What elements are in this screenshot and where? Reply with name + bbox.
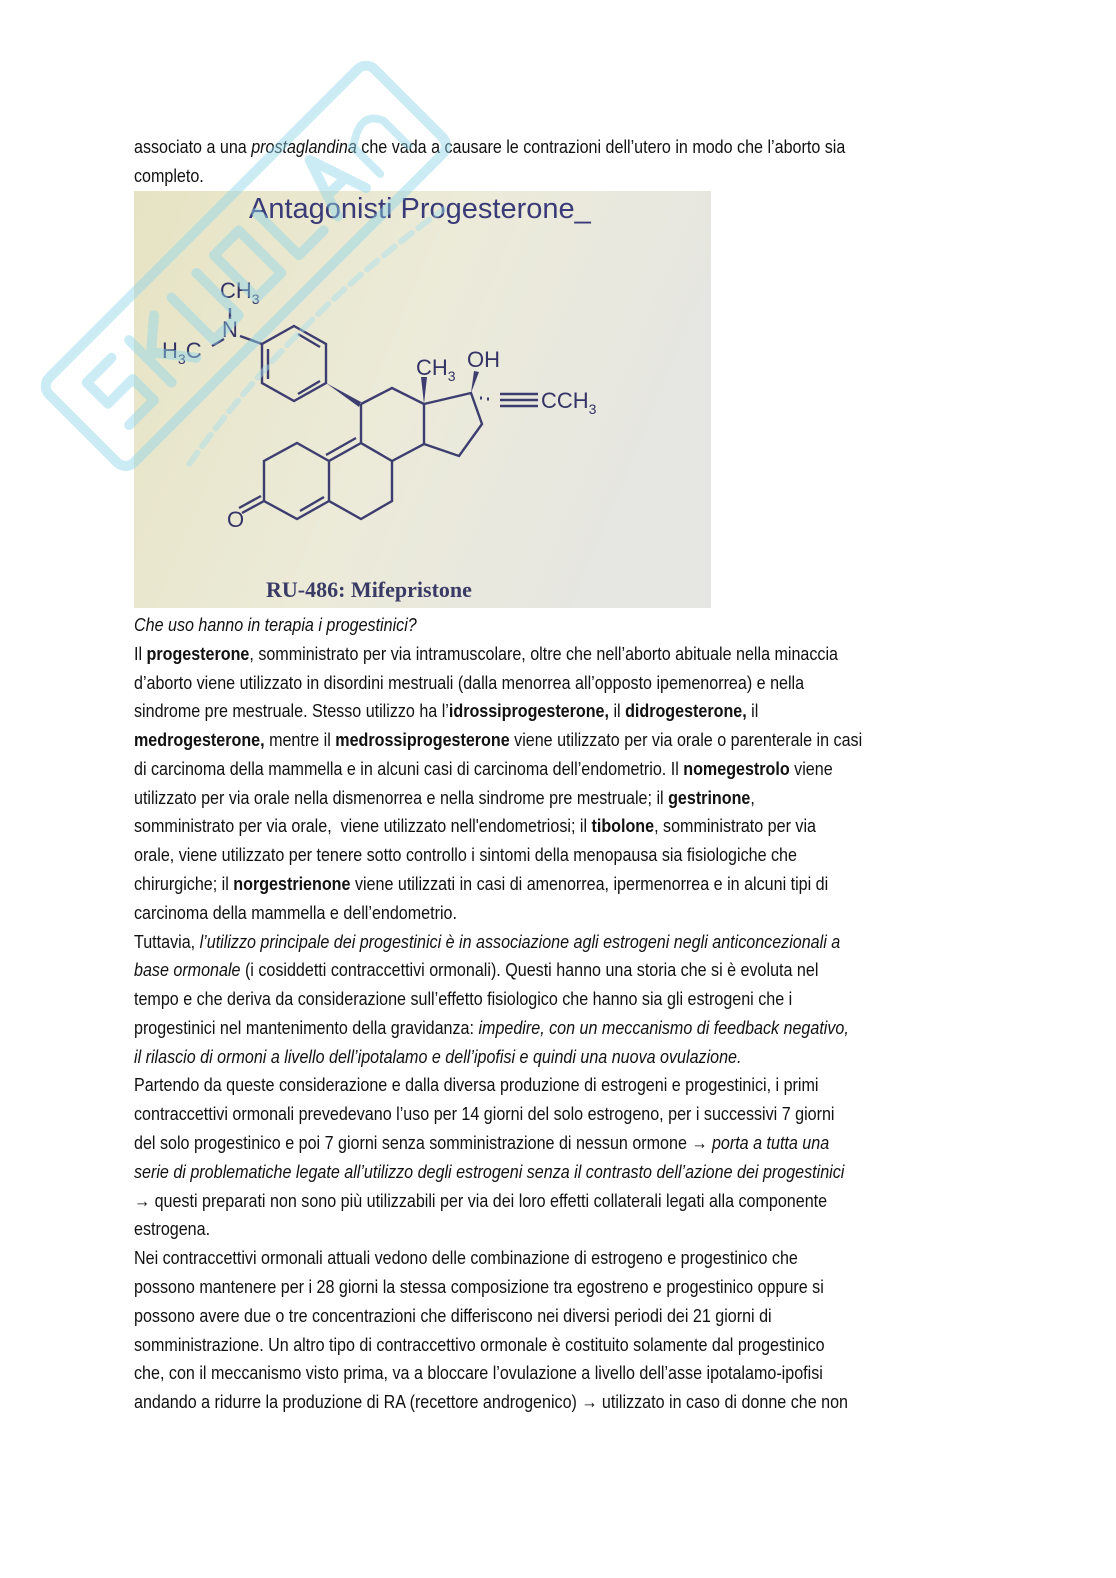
- text-line: [134, 1100, 835, 1128]
- text-segment: estrogena.: [134, 1218, 211, 1240]
- text-line: [134, 1244, 798, 1272]
- text-segment: utilizzato per via orale nella dismenorrea e nella sindrome pre mestruale; il: [134, 786, 669, 808]
- text-segment: il: [608, 700, 626, 722]
- text-line: [134, 669, 804, 697]
- text-line: [134, 985, 792, 1013]
- text-segment: carcinoma della mammella e dell’endometrio.: [134, 901, 457, 923]
- text-line: [134, 1014, 849, 1042]
- text-segment: del solo progestinico e poi 7 giorni senza somministrazione di nessun ormone →: [134, 1132, 712, 1154]
- text-line: [134, 1331, 825, 1359]
- text-segment: , somministrato per via intramuscolare, oltre che nell’aborto abituale nella minaccia: [249, 642, 839, 664]
- text-segment: , somministrato per via: [654, 815, 816, 837]
- bold-term: gestrinone: [668, 786, 751, 808]
- bold-term: idrossiprogesterone,: [448, 700, 609, 722]
- svg-text:CCH3: $CCH_3$: [541, 388, 597, 417]
- text-line: [134, 1359, 823, 1387]
- text-segment: viene: [789, 757, 833, 779]
- text-line: [134, 1302, 772, 1330]
- text-line: [134, 956, 818, 984]
- italic-text: Che uso hanno in terapia i progestinici?: [134, 614, 417, 635]
- svg-text:OH: OH: [467, 347, 500, 372]
- text-line: [134, 928, 840, 956]
- figure-background: [134, 191, 711, 608]
- text-segment: Partendo da queste considerazione e dalla diversa produzione di estrogeni e progestinici, i primi: [134, 1074, 819, 1096]
- text-segment: chirurgiche; il: [134, 873, 234, 895]
- svg-text:O: O: [227, 507, 245, 532]
- svg-text:N: N: [222, 317, 238, 342]
- text-line: [134, 726, 862, 754]
- text-segment: Nei contraccettivi ormonali attuali vedono delle combinazione di estrogeno e progestinico che: [134, 1247, 798, 1269]
- text-segment: (i cosiddetti contraccettivi ormonali). Questi hanno una storia che si è evoluta nel: [240, 959, 819, 981]
- text-line: [134, 1129, 829, 1157]
- text-segment: sindrome pre mestruale. Stesso utilizzo ha l’: [134, 700, 449, 722]
- text-segment: viene utilizzato per via orale o parenterale in casi: [509, 729, 863, 751]
- text-segment: che, con il meccanismo visto prima, va a bloccare l’ovulazione a livello dell’asse ipotalamo-ipofisi: [134, 1362, 823, 1384]
- italic-text: prostaglandina: [251, 136, 357, 157]
- text-line: [134, 611, 417, 639]
- text-line: [134, 697, 758, 725]
- figure-title: Antagonisti Progesterone_: [249, 193, 591, 225]
- text-line: [134, 870, 828, 898]
- text-line: [134, 1043, 741, 1071]
- figure-caption: RU-486: Mifepristone: [266, 577, 472, 602]
- svg-text:H3C: $H_3C$: [162, 338, 202, 367]
- text-line: [134, 1187, 827, 1215]
- text-segment: mentre il: [264, 729, 336, 751]
- text-segment: contraccettivi ormonali prevedevano l’uso per 14 giorni del solo estrogeno, per i successivi 7 giorni: [134, 1103, 835, 1125]
- bold-term: norgestrienone: [233, 873, 351, 895]
- text-segment: ,: [750, 786, 755, 808]
- text-line: [134, 1215, 210, 1243]
- italic-text: l’utilizzo principale dei progestinici è in associazione agli estrogeni negli anticoncezionali a: [199, 930, 841, 952]
- bold-term: nomegestrolo: [683, 757, 790, 779]
- bold-term: tibolone: [591, 815, 655, 837]
- text-segment: possono avere due o tre concentrazioni che differiscono nei diversi periodi dei 21 giorni di: [134, 1304, 772, 1326]
- text-line: [134, 899, 457, 927]
- italic-text: serie di problematiche legate all’utilizzo degli estrogeni senza il contrasto dell’azione dei progestinici: [134, 1160, 845, 1182]
- text-line: [134, 162, 204, 190]
- text-segment: d’aborto viene utilizzato in disordini mestruali (dalla menorrea all’opposto ipemenorrea) e nella: [134, 671, 805, 693]
- text-segment: → questi preparati non sono più utilizzabili per via dei loro effetti collaterali legati alla componente: [134, 1189, 828, 1211]
- text-line: [134, 812, 816, 840]
- text-line: [134, 841, 797, 869]
- text-segment: associato a una: [134, 136, 252, 157]
- text-segment: Tuttavia,: [134, 930, 200, 952]
- text-line: [134, 133, 845, 161]
- text-line: [134, 640, 838, 668]
- text-segment: orale, viene utilizzato per tenere sotto controllo i sintomi della menopausa sia fisiologiche che: [134, 844, 797, 866]
- text-segment: tempo e che deriva da considerazione sull’effetto fisiologico che hanno sia gli estrogeni che i: [134, 988, 793, 1010]
- italic-text: il rilascio di ormoni a livello dell’ipotalamo e dell’ipofisi e quindi una nuova ovulazione.: [134, 1045, 742, 1067]
- text-line: [134, 1071, 818, 1099]
- text-segment: somministrato per via orale, viene utilizzato nell'endometriosi; il: [134, 815, 592, 837]
- text-line: [134, 1273, 824, 1301]
- text-segment: possono mantenere per i 28 giorni la stessa composizione tra egostreno e progestinico oppure si: [134, 1275, 824, 1297]
- italic-text: impedire, con un meccanismo di feedback negativo,: [478, 1016, 849, 1038]
- italic-text: porta a tutta una: [711, 1132, 830, 1154]
- text-segment: il: [746, 700, 759, 722]
- italic-text: base ormonale: [134, 959, 241, 981]
- text-segment: andando a ridurre la produzione di RA (recettore androgenico) → utilizzato in caso di donne che non: [134, 1391, 848, 1413]
- text-line: [134, 1158, 844, 1186]
- svg-text:CH3: $CH_3$: [416, 355, 456, 384]
- bold-term: didrogesterone,: [625, 700, 747, 722]
- bold-term: progesterone: [146, 642, 250, 664]
- text-line: [134, 784, 755, 812]
- mifepristone-structure-image: [134, 191, 711, 608]
- text-segment: che vada a causare le contrazioni dell’utero in modo che l’aborto sia: [356, 136, 846, 157]
- bold-term: medrossiprogesterone: [335, 729, 510, 751]
- text-segment: completo.: [134, 164, 204, 186]
- text-line: [134, 755, 833, 783]
- text-segment: viene utilizzati in casi di amenorrea, ipermenorrea e in alcuni tipi di: [350, 873, 829, 895]
- text-line: [134, 1388, 848, 1416]
- text-segment: progestinici nel mantenimento della gravidanza:: [134, 1016, 479, 1038]
- svg-text:CH3: $CH_3$: [220, 278, 260, 307]
- text-segment: di carcinoma della mammella e in alcuni casi di carcinoma dell’endometrio. Il: [134, 757, 684, 779]
- text-segment: somministrazione. Un altro tipo di contraccettivo ormonale è costituito solamente dal progestinico: [134, 1333, 825, 1355]
- text-segment: Il: [134, 642, 147, 664]
- bold-term: medrogesterone,: [134, 729, 265, 751]
